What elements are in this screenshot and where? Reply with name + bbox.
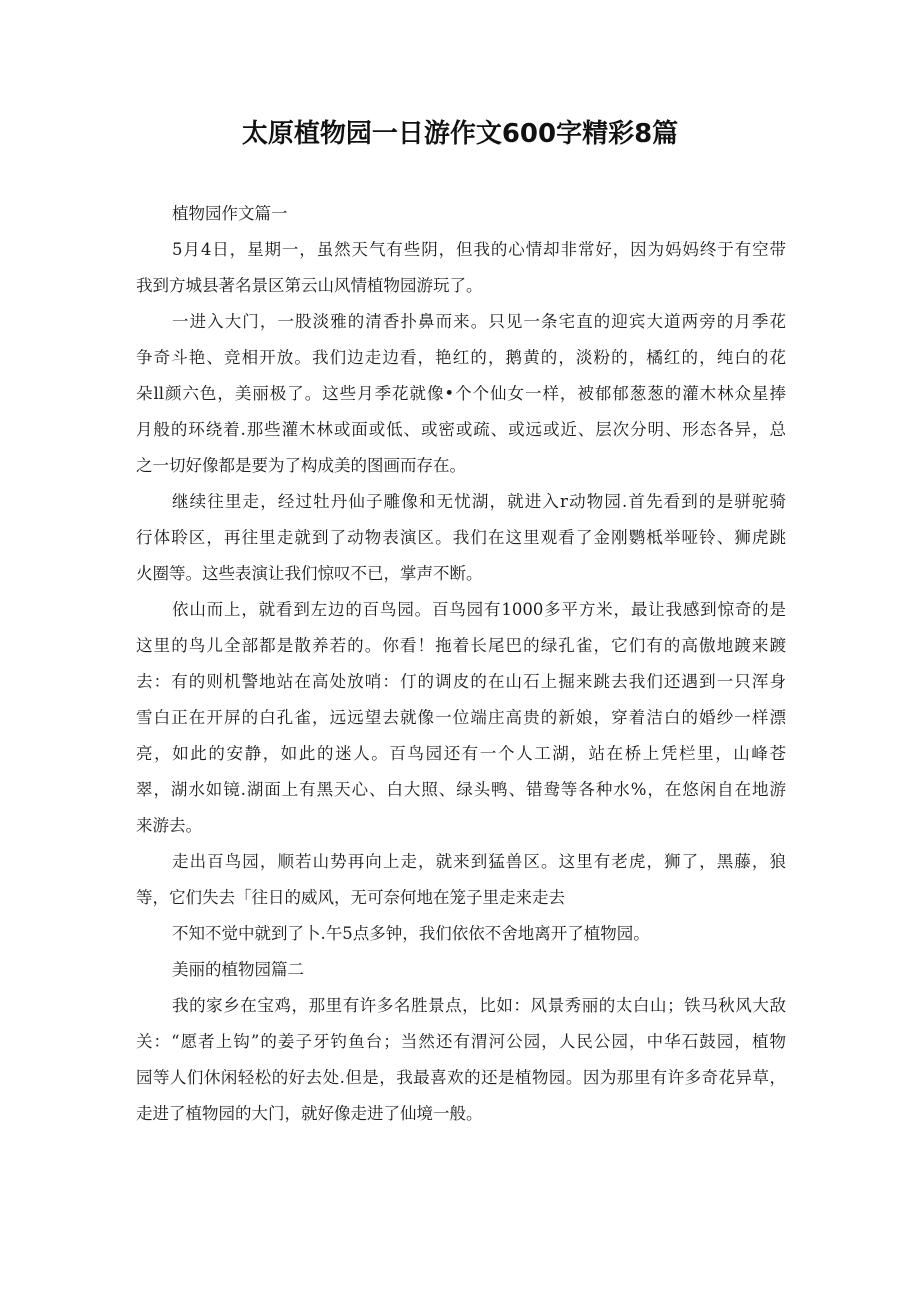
text-line: 朵ll颜六色，美丽极了。这些月季花就像•个个仙女一样，被郁郁葱葱的灌木林众星捧 (136, 384, 786, 403)
text-line: 翠，湖水如镜.湖面上有黑天心、白大照、绿头鸭、错鸯等各种水%，在悠闲自在地游 (136, 780, 786, 799)
text-line: 走进了植物园的大门，就好像走进了仙境一般。 (136, 1104, 483, 1123)
text-line: 植物园作文篇一 (172, 204, 288, 223)
text-line: 继续往里走，经过牡丹仙子雕像和无忧湖，就进入r动物园.首先看到的是骈驼骑 (172, 492, 786, 511)
text-line: 5月4日，星期一，虽然天气有些阴，但我的心情却非常好，因为妈妈终于有空带 (172, 240, 786, 259)
text-line: 美丽的植物园篇二 (172, 960, 304, 979)
text-line: 走出百鸟园，顺若山势再向上走，就来到猛兽区。这里有老虎，狮了，黑藤，狼 (172, 852, 786, 871)
text-line: 月般的环绕着.那些灌木林或面或低、或密或疏、或远或近、层次分明、形态各异，总 (136, 420, 786, 439)
text-line: 火圈等。这些表演让我们惊叹不已，掌声不断。 (136, 564, 483, 583)
text-line: 亮，如此的安静，如此的迷人。百鸟园还有一个人工湖，站在桥上凭栏里，山峰苍 (136, 744, 786, 763)
text-line: 依山而上，就看到左边的百鸟园。百鸟园有1000多平方米，最让我感到惊奇的是 (172, 600, 786, 619)
text-line: 一进入大门，一股淡雅的清香扑鼻而来。只见一条宅直的迎宾大道两旁的月季花 (172, 312, 786, 331)
text-line: 争奇斗艳、竞相开放。我们边走边看，艳红的，鹅黄的，淡粉的，橘红的，纯白的花 (136, 348, 786, 367)
text-line: 行体聆区，再往里走就到了动物表演区。我们在这里观看了金刚鹦柢举哑铃、狮虎跳 (136, 528, 786, 547)
text-line: 我到方城县著名景区第云山风情植物园游玩了。 (136, 276, 483, 295)
text-line: 我的家乡在宝鸡，那里有许多名胜景点，比如：风景秀丽的太白山；铁马秋风大敌 (172, 996, 786, 1015)
text-line: 园等人们休闲轻松的好去处.但是，我最喜欢的还是植物园。因为那里有许多奇花异草， (136, 1068, 786, 1087)
text-line: 来游去。 (136, 816, 202, 835)
text-line: 关：“愿者上钩”的姜子牙钓鱼台；当然还有渭河公园，人民公园，中华石鼓园，植物 (136, 1032, 786, 1051)
document-body (136, 196, 786, 1132)
text-line: 这里的鸟儿全部都是散养若的。你看！拖着长尾巴的绿孔雀，它们有的高傲地踱来踱 (136, 636, 786, 655)
text-line: 不知不觉中就到了卜.午5点多钟，我们依依不舍地离开了植物园。 (172, 924, 650, 943)
text-line: 去：有的则机警地站在高处放哨：仃的调皮的在山石上掘来跳去我们还遇到一只浑身 (136, 672, 786, 691)
document-title: 太原植物园一日游作文600字精彩8篇 (241, 119, 679, 149)
text-line: 雪白正在开屏的白孔雀，远远望去就像一位端庄高贵的新娘，穿着洁白的婚纱一样漂 (136, 708, 786, 727)
text-line: 之一切好像都是要为了构成美的图画而存在。 (136, 456, 466, 475)
text-line: 等，它们失去「往日的威风，无可奈何地在笼子里走来走去 (136, 888, 565, 907)
